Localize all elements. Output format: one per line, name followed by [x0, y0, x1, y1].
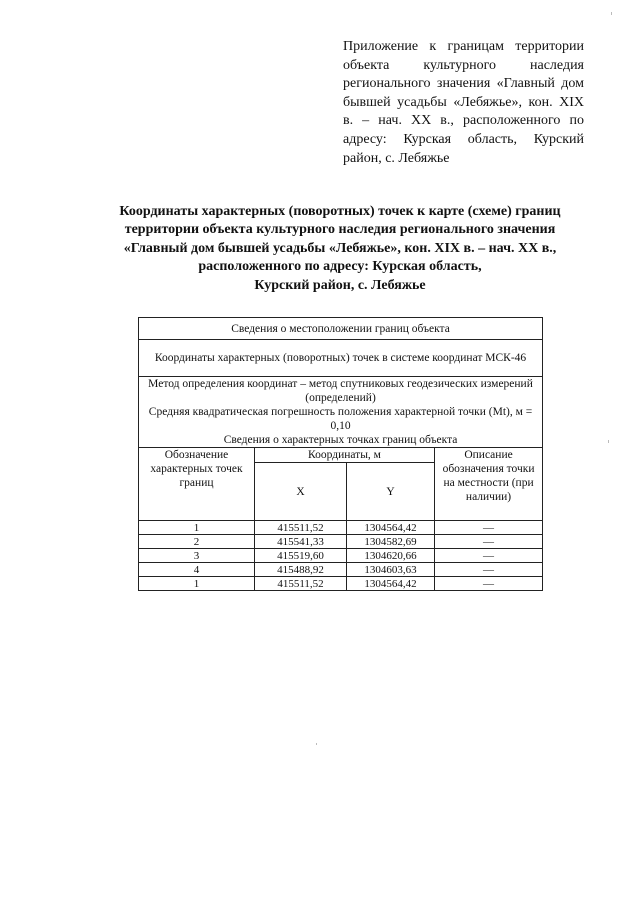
heading-line: Координаты характерных (поворотных) точек к карте (схеме) границ: [119, 204, 561, 219]
scan-speck: [611, 12, 612, 15]
column-header-description: Описание обозначения точки на местности (при наличии): [435, 448, 543, 521]
heading-line: Курский район, с. Лебяжье: [254, 277, 426, 293]
table-row: [139, 549, 543, 563]
coordinate-system: Координаты характерных (поворотных) точек в системе координат МСК-46: [139, 340, 543, 377]
point-x: 415488,92: [255, 563, 347, 577]
point-label: 3: [139, 549, 255, 563]
point-y: 1304603,63: [347, 563, 435, 577]
scan-speck: [316, 743, 317, 745]
point-y: 1304564,42: [347, 577, 435, 591]
table-row: [139, 563, 543, 577]
point-y: 1304582,69: [347, 535, 435, 549]
point-x: 415519,60: [255, 549, 347, 563]
point-y: 1304564,42: [347, 521, 435, 535]
heading-line: территории объекта культурного наследия регионального значения: [124, 222, 556, 238]
table-row: [139, 521, 543, 535]
column-header-coordinates: Координаты, м: [255, 448, 435, 463]
point-description: —: [435, 563, 543, 577]
point-description: —: [435, 577, 543, 591]
table-row: [139, 535, 543, 549]
heading-line: расположенного по адресу: Курская область,: [198, 259, 482, 275]
point-label: 4: [139, 563, 255, 577]
column-header-label: Обозначение характерных точек границ: [139, 448, 255, 521]
point-label: 2: [139, 535, 255, 549]
point-x: 415541,33: [255, 535, 347, 549]
point-y: 1304620,66: [347, 549, 435, 563]
point-description: —: [435, 521, 543, 535]
point-description: —: [435, 535, 543, 549]
coordinates-table: [138, 317, 543, 591]
scan-speck: [608, 440, 609, 443]
appendix-note: Приложение к границам территории объекта культурного наследия регионального значения «Главный дом бывшей усадьбы «Лебяжье», кон. XIX в. – нач. XX в., расположенного по адресу: Курская область, Курский район, с. Лебяжье: [343, 39, 584, 166]
table-row: [139, 577, 543, 591]
column-header-x: X: [255, 463, 347, 521]
point-label: 1: [139, 577, 255, 591]
method-text: Метод определения координат – метод спутниковых геодезических измерений (определений): [148, 378, 533, 404]
point-x: 415511,52: [255, 521, 347, 535]
point-x: 415511,52: [255, 577, 347, 591]
points-title: Сведения о характерных точках границ объекта: [223, 434, 458, 446]
point-description: —: [435, 549, 543, 563]
accuracy-text: Средняя квадратическая погрешность положения характерной точки (Mt), м = 0,10: [148, 406, 533, 432]
point-label: 1: [139, 521, 255, 535]
table-title: Сведения о местоположении границ объекта: [139, 318, 543, 340]
method-cell: [139, 377, 543, 448]
heading-line: «Главный дом бывшей усадьбы «Лебяжье», кон. XIX в. – нач. XX в.,: [123, 240, 557, 256]
column-header-y: Y: [347, 463, 435, 521]
document-heading: [90, 203, 590, 295]
